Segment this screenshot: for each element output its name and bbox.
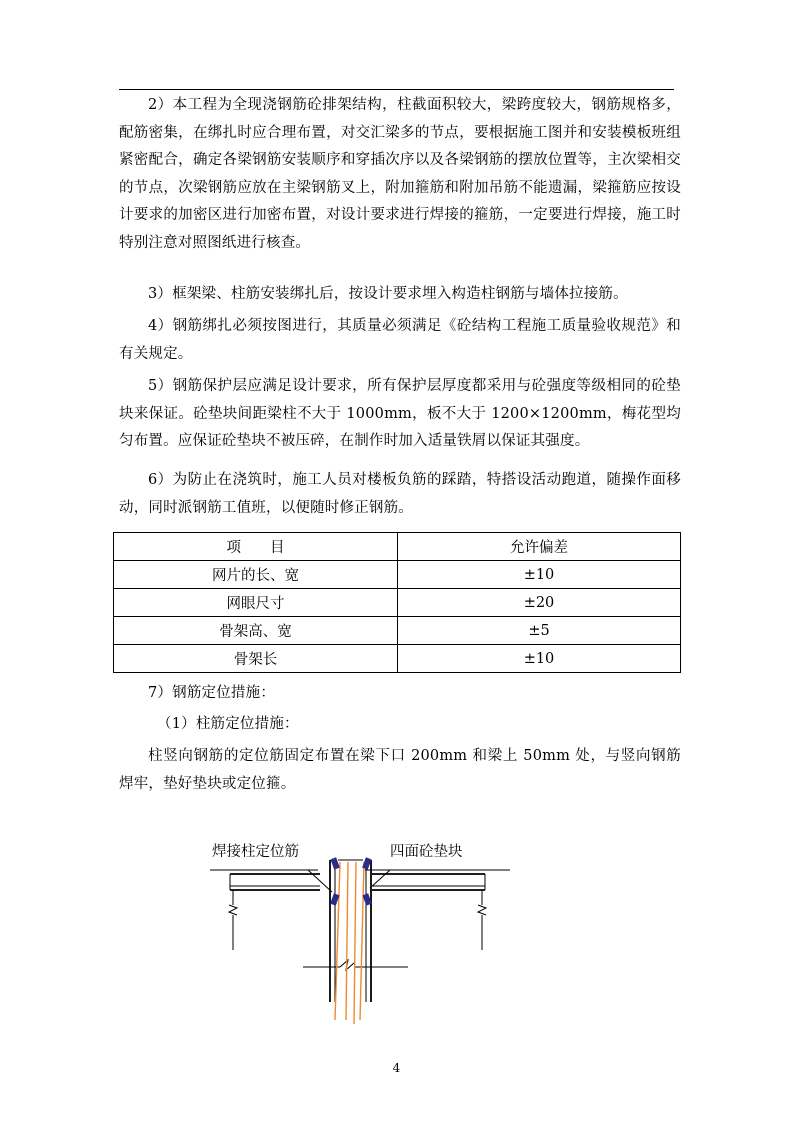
paragraph-7: 7）钢筋定位措施： — [148, 685, 276, 701]
header-rule — [119, 89, 674, 90]
paragraph-2: 2）本工程为全现浇钢筋砼排架结构，柱截面积较大，梁跨度较大，钢筋规格多，配筋密集，在绑扎时应合理布置，对交汇梁多的节点，要根据施工图并和安装模板班组紧密配合，确定各梁钢筋安装顺序和穿插次序以及各梁钢筋的摆放位置等，主次梁相交的节点，次梁钢筋应放在主梁钢筋叉上，附加箍筋和附加吊筋不能遗漏，梁箍筋应按设计要求的加密区进行加密布置，对设计要求进行焊接的箍筋，一定要进行焊接，施工时特别注意对照图纸进行核查。 — [119, 97, 681, 251]
paragraph-6: 6）为防止在浇筑时，施工人员对楼板负筋的踩踏，特搭设活动跑道，随操作面移动，同时派钢筋工值班，以便随时修正钢筋。 — [119, 472, 681, 516]
table-cell: 网眼尺寸 — [114, 589, 398, 617]
paragraph-5: 5）钢筋保护层应满足设计要求，所有保护层厚度都采用与砼强度等级相同的砼垫块来保证。砼垫块间距梁柱不大于 1000mm，板不大于 1200×1200mm，梅花型均匀布置。应保证砼垫块不被压碎，在制作时加入适量铁屑以保证其强度。 — [119, 378, 681, 449]
table-header-row — [114, 533, 681, 561]
table-cell: ±5 — [398, 617, 681, 645]
table-row — [114, 617, 681, 645]
table-header-cell: 项 目 — [114, 533, 398, 561]
table-cell: 骨架长 — [114, 645, 398, 673]
table-cell: 骨架高、宽 — [114, 617, 398, 645]
paragraph-7-1: （1）柱筋定位措施： — [157, 716, 299, 732]
table-cell: ±10 — [398, 645, 681, 673]
table-cell: 网片的长、宽 — [114, 561, 398, 589]
tolerance-table — [113, 532, 681, 673]
paragraph-3: 3）框架梁、柱筋安装绑扎后，按设计要求埋入构造柱钢筋与墙体拉接筋。 — [148, 286, 628, 302]
table-header-cell: 允许偏差 — [398, 533, 681, 561]
column-rebar-figure — [190, 830, 520, 1030]
page-number: 4 — [392, 1061, 401, 1075]
rebar-diagram — [190, 830, 520, 1030]
label-spacer-blocks: 四面砼垫块 — [390, 844, 463, 860]
table-cell: ±10 — [398, 561, 681, 589]
table-row — [114, 645, 681, 673]
paragraph-7-1-text: 柱竖向钢筋的定位筋固定布置在梁下口 200mm 和梁上 50mm 处，与竖向钢筋焊牢，垫好垫块或定位箍。 — [119, 748, 681, 792]
table-row — [114, 561, 681, 589]
label-weld-positioning-bar: 焊接柱定位筋 — [212, 844, 299, 860]
table-row — [114, 589, 681, 617]
table-cell: ±20 — [398, 589, 681, 617]
paragraph-4: 4）钢筋绑扎必须按图进行，其质量必须满足《砼结构工程施工质量验收规范》和有关规定。 — [119, 318, 681, 362]
